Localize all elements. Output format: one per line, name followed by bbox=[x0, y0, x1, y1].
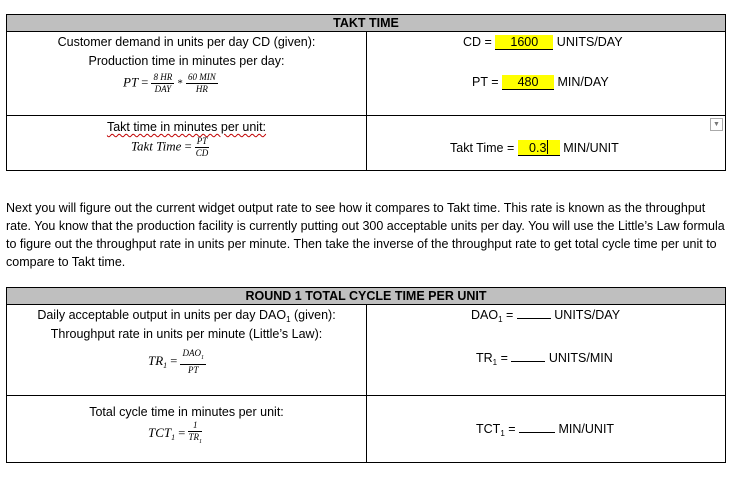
cd-label: Customer demand in units per day CD (given): bbox=[57, 35, 316, 49]
tr-label: Throughput rate in units per minute (Little’s Law): bbox=[50, 327, 323, 341]
tt-formula: Takt Time = $\frac{PT}{CD}$ bbox=[131, 136, 209, 158]
tct-entry: $TCT_1$ = MIN/UNIT bbox=[476, 422, 615, 438]
dao-tr-label-cell bbox=[7, 305, 367, 395]
round1-table bbox=[6, 287, 726, 463]
cd-pt-value-cell bbox=[367, 32, 725, 115]
dropdown-arrow-icon[interactable]: ▼ bbox=[710, 118, 723, 131]
pt-formula: PT = $\frac{8 HR}{\text{DAY}}$ * $\frac{\text{60 MIN}}{HR}$ bbox=[123, 72, 216, 94]
tr-value-field[interactable] bbox=[511, 361, 545, 362]
tt-label-text: Takt time in minutes per unit: bbox=[106, 120, 267, 134]
pt-entry: PT = 480 MIN/DAY bbox=[472, 75, 609, 89]
paragraph-text: Next you will figure out the current widget output rate to see how it compares to Takt time. This rate is known as the throughput rate. You know that the production facility is currently putting out 300 acceptable units per day. You will use the Little’s Law formula to figure out the throughput rate in units per minute. Then take the inverse of the throughput rate to get total cycle time per unit to compare to Takt time. bbox=[6, 201, 725, 269]
tr-formula: $TR_1$ = $\frac{DAO_1}{PT}$ bbox=[148, 348, 204, 375]
cd-pt-label-cell bbox=[7, 32, 367, 115]
cd-value-field[interactable]: 1600 bbox=[495, 35, 553, 50]
dao-entry: $DAO_1$ = UNITS/DAY bbox=[471, 308, 621, 324]
tt-value-cell bbox=[367, 116, 725, 170]
cd-entry: CD = 1600 UNITS/DAY bbox=[463, 35, 623, 49]
dao-value-field[interactable] bbox=[517, 318, 551, 319]
dao-tr-value-cell bbox=[367, 305, 725, 395]
round1-header: ROUND 1 TOTAL CYCLE TIME PER UNIT bbox=[7, 288, 725, 305]
tct-label-cell bbox=[7, 396, 367, 462]
text-cursor bbox=[547, 140, 548, 154]
pt-label: Production time in minutes per day: bbox=[88, 54, 285, 68]
tct-label: Total cycle time in minutes per unit: bbox=[89, 405, 284, 419]
tt-label-cell bbox=[7, 116, 367, 170]
instruction-paragraph bbox=[6, 199, 726, 271]
takt-time-table bbox=[6, 14, 726, 171]
takt-time-header: TAKT TIME bbox=[7, 15, 725, 32]
tct-value-cell bbox=[367, 396, 725, 462]
tct-formula: $TCT_1$ = $\frac{1}{TR_1}$ bbox=[148, 420, 202, 445]
tt-entry: Takt Time = 0.3 MIN/UNIT bbox=[450, 141, 619, 155]
tt-label bbox=[7, 120, 366, 134]
tr-entry: $TR_1$ = UNITS/MIN bbox=[476, 351, 613, 367]
dao-label: Daily acceptable output in units per day $DAO_1$ (given): bbox=[37, 308, 336, 324]
tct-value-field[interactable] bbox=[519, 432, 555, 433]
pt-value-field[interactable]: 480 bbox=[502, 75, 554, 90]
tt-value-field[interactable]: 0.3 bbox=[518, 140, 560, 156]
